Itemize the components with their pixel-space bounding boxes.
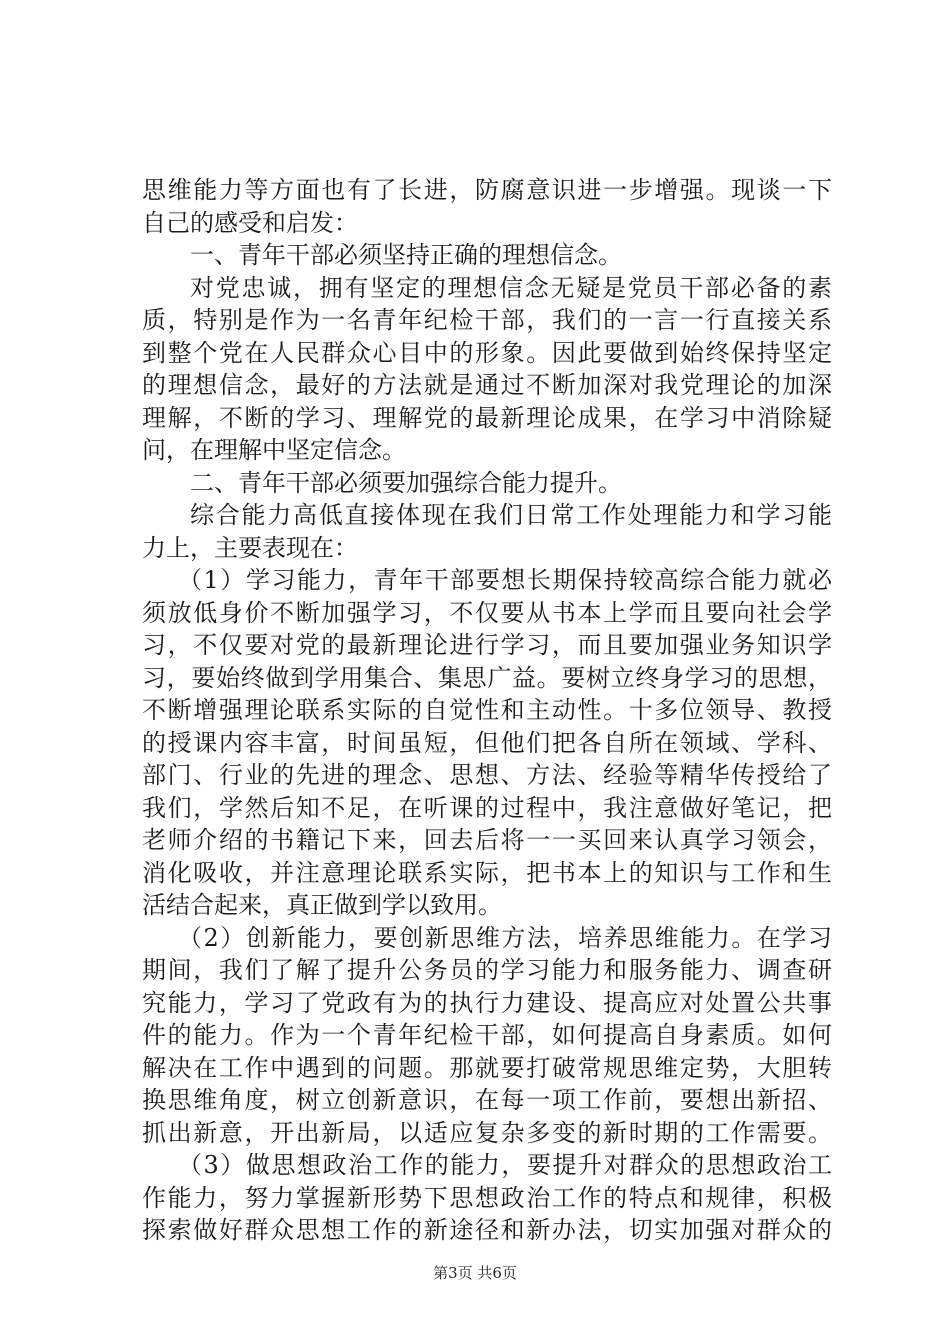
text-line: 作能力，努力掌握新形势下思想政治工作的特点和规律，积极 — [142, 1183, 832, 1212]
text-line: 解决在工作中遇到的问题。那就要打破常规思维定势，大胆转 — [142, 1053, 832, 1082]
text-line: 综合能力高低直接体现在我们日常工作处理能力和学习能 — [190, 501, 832, 529]
text-line: 质，特别是作为一名青年纪检干部，我们的一言一行直接关系 — [142, 306, 832, 334]
text-line: 件的能力。作为一个青年纪检干部，如何提高自身素质。如何 — [142, 1021, 832, 1049]
text-line: 的理想信念，最好的方法就是通过不断加深对我党理论的加深 — [142, 371, 832, 399]
text-line: 换思维角度，树立创新意识，在每一项工作前，要想出新招、 — [142, 1086, 832, 1114]
text-line: （3）做思想政治工作的能力，要提升对群众的思想政治工 — [178, 1151, 832, 1179]
text-line: 二、青年干部必须要加强综合能力提升。 — [190, 468, 622, 497]
text-line: 力上，主要表现在： — [142, 533, 358, 562]
text-line: 理解，不断的学习、理解党的最新理论成果，在学习中消除疑 — [142, 403, 832, 432]
text-line: 我们，学然后知不足，在听课的过程中，我注意做好笔记，把 — [142, 793, 832, 822]
text-line: （1）学习能力，青年干部要想长期保持较高综合能力就必 — [178, 566, 832, 594]
text-line: 抓出新意，开出新局，以适应复杂多变的新时期的工作需要。 — [142, 1118, 832, 1147]
text-line: 的授课内容丰富，时间虽短，但他们把各自所在领域、学科、 — [142, 728, 832, 757]
text-line: 习，不仅要对党的最新理论进行学习，而且要加强业务知识学 — [142, 631, 832, 659]
text-line: 期间，我们了解了提升公务员的学习能力和服务能力、调查研 — [142, 956, 832, 984]
text-line: 对党忠诚，拥有坚定的理想信念无疑是党员干部必备的素 — [190, 273, 832, 302]
text-line: 活结合起来，真正做到学以致用。 — [142, 891, 502, 919]
text-line: 老师介绍的书籍记下来，回去后将一一买回来认真学习领会， — [142, 826, 832, 854]
text-line: 消化吸收，并注意理论联系实际，把书本上的知识与工作和生 — [142, 858, 832, 887]
text-line: 须放低身价不断加强学习，不仅要从书本上学而且要向社会学 — [142, 598, 832, 627]
body-text — [142, 174, 832, 1247]
text-line: 问，在理解中坚定信念。 — [142, 436, 406, 464]
text-line: 一、青年干部必须坚持正确的理想信念。 — [190, 241, 622, 269]
text-line: 习，要始终做到学用集合、集思广益。要树立终身学习的思想， — [142, 663, 832, 692]
text-line: 部门、行业的先进的理念、思想、方法、经验等精华传授给了 — [142, 761, 832, 789]
page-number-footer: 第3页 共6页 — [433, 1264, 517, 1282]
text-line: 探索做好群众思想工作的新途径和新办法，切实加强对群众的 — [142, 1216, 832, 1244]
text-line: 自己的感受和启发： — [142, 208, 358, 237]
text-line: 不断增强理论联系实际的自觉性和主动性。十多位领导、教授 — [142, 696, 832, 724]
text-line: 思维能力等方面也有了长进，防腐意识进一步增强。现谈一下 — [142, 176, 832, 204]
text-line: 到整个党在人民群众心目中的形象。因此要做到始终保持坚定 — [142, 338, 832, 367]
text-line: 究能力，学习了党政有为的执行力建设、提高应对处置公共事 — [142, 988, 832, 1017]
text-line: （2）创新能力，要创新思维方法，培养思维能力。在学习 — [178, 923, 832, 952]
